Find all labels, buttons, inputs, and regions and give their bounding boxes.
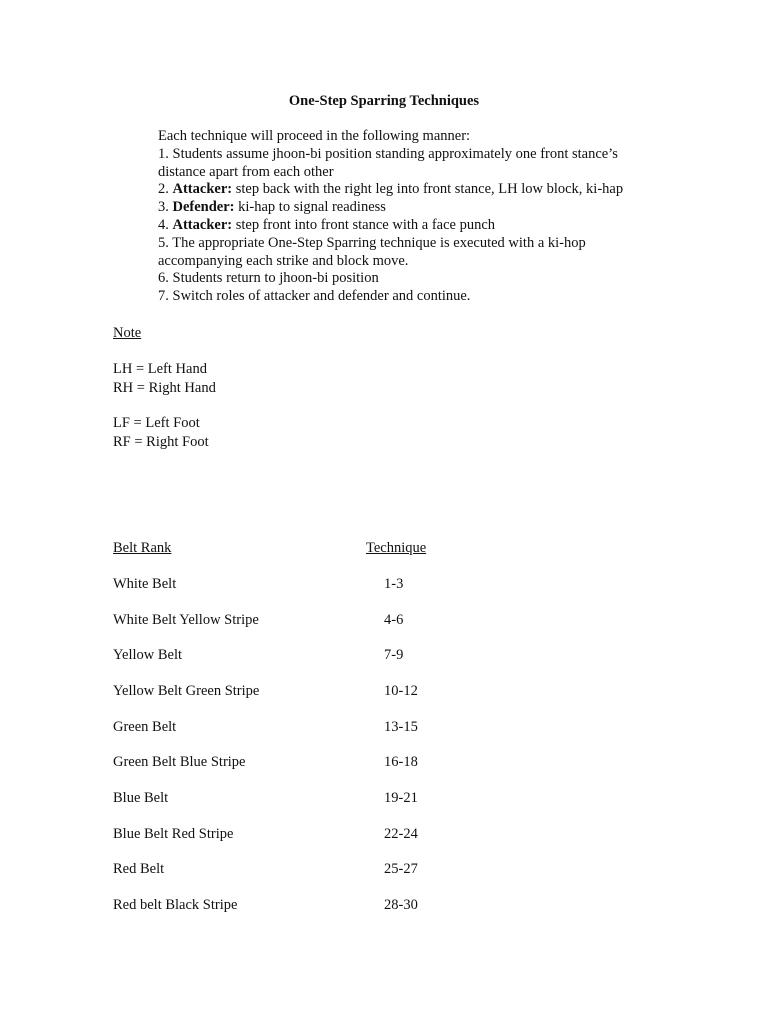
step-5-line-1: 5. The appropriate One-Step Sparring technique is executed with a ki-hop bbox=[158, 234, 586, 251]
step-4 bbox=[158, 217, 658, 235]
belt-rank-cell: Red belt Black Stripe bbox=[113, 897, 238, 913]
belt-rank-cell: Red Belt bbox=[113, 861, 165, 877]
step-2-text: step back with the right leg into front stance, LH low block, ki-hap bbox=[232, 181, 624, 198]
abbr-lf: LF = Left Foot bbox=[113, 415, 200, 431]
technique-cell: 19-21 bbox=[384, 790, 418, 806]
step-3 bbox=[158, 199, 658, 217]
table-row bbox=[0, 683, 768, 703]
step-3-number: 3. bbox=[158, 199, 173, 216]
step-4-number: 4. bbox=[158, 216, 173, 233]
step-5-line-2: accompanying each strike and block move. bbox=[158, 252, 409, 269]
table-row bbox=[0, 897, 768, 917]
abbr-rh: RH = Right Hand bbox=[113, 379, 216, 396]
belt-rank-cell: Yellow Belt bbox=[113, 647, 183, 663]
step-1-line-2: distance apart from each other bbox=[158, 163, 334, 180]
table-row bbox=[0, 719, 768, 739]
intro-lead: Each technique will proceed in the following manner: bbox=[158, 128, 471, 144]
step-2-number: 2. bbox=[158, 181, 173, 198]
note-heading: Note bbox=[113, 325, 142, 341]
technique-cell: 25-27 bbox=[384, 861, 418, 877]
step-3-role: Defender: bbox=[172, 199, 235, 216]
belt-rank-header: Belt Rank bbox=[113, 540, 172, 556]
table-row bbox=[0, 647, 768, 667]
technique-header: Technique bbox=[366, 540, 427, 556]
hand-abbreviations bbox=[113, 360, 216, 397]
belt-rank-cell: Blue Belt Red Stripe bbox=[113, 826, 234, 842]
step-2 bbox=[158, 181, 658, 199]
technique-cell: 10-12 bbox=[384, 683, 418, 699]
intro-block bbox=[158, 128, 658, 306]
page-title: One-Step Sparring Techniques bbox=[288, 93, 480, 109]
technique-cell: 7-9 bbox=[384, 647, 404, 663]
belt-rank-cell: White Belt Yellow Stripe bbox=[113, 612, 259, 628]
technique-cell: 22-24 bbox=[384, 826, 418, 842]
step-4-role: Attacker: bbox=[172, 216, 233, 233]
technique-cell: 16-18 bbox=[384, 754, 418, 770]
belt-rank-cell: Blue Belt bbox=[113, 790, 169, 806]
step-7: 7. Switch roles of attacker and defender and continue. bbox=[158, 288, 471, 305]
step-1-line-1: 1. Students assume jhoon-bi position standing approximately one front stance’s bbox=[158, 145, 618, 162]
belt-rank-cell: Green Belt bbox=[113, 719, 177, 735]
step-6: 6. Students return to jhoon-bi position bbox=[158, 270, 379, 287]
technique-cell: 13-15 bbox=[384, 719, 418, 735]
table-row bbox=[0, 826, 768, 846]
table-row bbox=[0, 861, 768, 881]
belt-rank-cell: Yellow Belt Green Stripe bbox=[113, 683, 260, 699]
abbr-rf: RF = Right Foot bbox=[113, 433, 209, 450]
technique-cell: 4-6 bbox=[384, 612, 404, 628]
step-3-text: ki-hap to signal readiness bbox=[234, 199, 386, 216]
foot-abbreviations bbox=[113, 414, 209, 451]
step-4-text: step front into front stance with a face punch bbox=[232, 216, 496, 233]
step-2-role: Attacker: bbox=[172, 181, 233, 198]
table-row bbox=[0, 790, 768, 810]
table-row bbox=[0, 754, 768, 774]
belt-rank-cell: Green Belt Blue Stripe bbox=[113, 754, 246, 770]
technique-cell: 28-30 bbox=[384, 897, 418, 913]
abbr-lh: LH = Left Hand bbox=[113, 361, 207, 377]
table-row bbox=[0, 612, 768, 632]
technique-cell: 1-3 bbox=[384, 576, 404, 592]
belt-rank-cell: White Belt bbox=[113, 576, 177, 592]
table-row bbox=[0, 576, 768, 596]
